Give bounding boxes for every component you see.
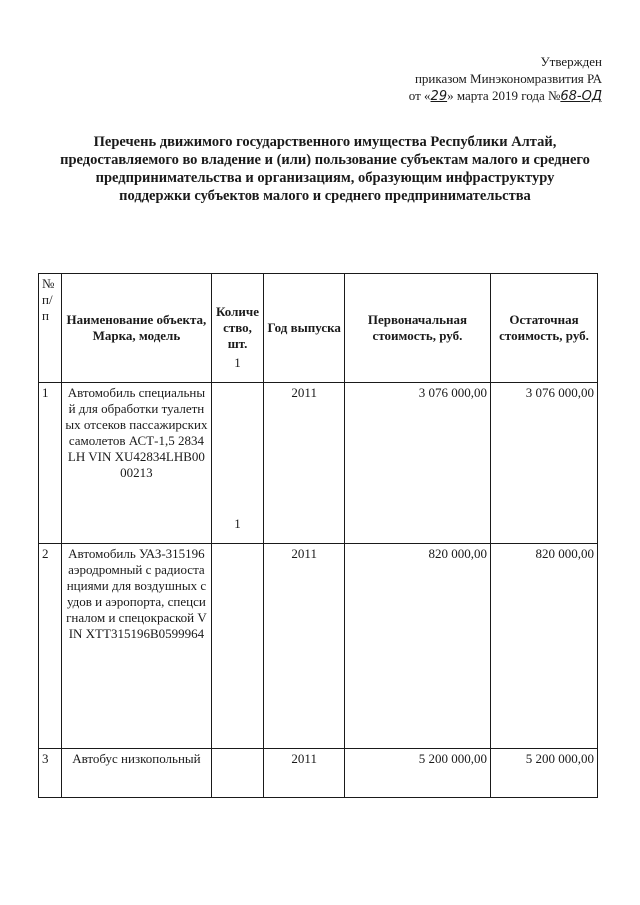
cell-initial-cost: 3 076 000,00 <box>344 383 490 544</box>
table-header-row <box>39 274 598 383</box>
cell-number: 2 <box>39 544 62 749</box>
cell-initial-cost: 5 200 000,00 <box>344 749 490 798</box>
cell-quantity <box>211 749 264 798</box>
cell-year: 2011 <box>264 544 344 749</box>
handwritten-order-number: 68-ОД <box>560 89 602 104</box>
cell-year: 2011 <box>264 749 344 798</box>
approval-line-approved: Утвержден <box>540 54 602 69</box>
date-prefix: от « <box>408 88 431 103</box>
cell-quantity <box>211 516 264 749</box>
cell-name: Автомобиль специальный для обработки туалетных отсеков пассажирских самолетов АСТ-1,5 2834LH VIN XU42834LHB0000213 <box>62 383 211 544</box>
handwritten-day: 29 <box>430 89 448 104</box>
quantity-value: 1 <box>234 516 241 531</box>
approval-line-date <box>409 87 602 105</box>
quantity-value: 1 <box>234 355 241 370</box>
cell-residual-cost: 3 076 000,00 <box>491 383 598 544</box>
header-number: № п/п <box>39 274 62 383</box>
table-row <box>39 749 598 798</box>
table-row <box>39 383 598 544</box>
approval-line-order: приказом Минэкономразвития РА <box>414 71 602 86</box>
document-title: Перечень движимого государственного имущества Республики Алтай, предоставляемого во владение и (или) пользование субъектам малого и среднего предпринимательства и организациям, образующим инфраструктуру поддержки субъектов малого и среднего предпринимательства <box>60 134 590 204</box>
property-register-table <box>38 273 598 798</box>
header-initial-cost: Первоначальная стоимость, руб. <box>344 274 490 383</box>
cell-name: Автобус низкопольный <box>62 749 211 798</box>
header-name: Наименование объекта, Марка, модель <box>62 274 211 383</box>
cell-number: 3 <box>39 749 62 798</box>
cell-name: Автомобиль УАЗ-315196 аэродромный с радиостанциями для воздушных судов и аэропорта, спецсигналом и спецокраской VIN XTT315196B0599964 <box>62 544 211 749</box>
cell-year: 2011 <box>264 383 344 544</box>
header-residual-cost: Остаточная стоимость, руб. <box>491 274 598 383</box>
cell-residual-cost: 5 200 000,00 <box>491 749 598 798</box>
table-row <box>39 544 598 749</box>
header-year: Год выпуска <box>264 274 344 383</box>
header-quantity: Количе ство, шт. <box>211 274 264 383</box>
cell-number: 1 <box>39 383 62 544</box>
cell-residual-cost: 820 000,00 <box>491 544 598 749</box>
cell-initial-cost: 820 000,00 <box>344 544 490 749</box>
approval-stamp <box>409 53 602 105</box>
date-mid: » марта 2019 года № <box>447 88 561 103</box>
